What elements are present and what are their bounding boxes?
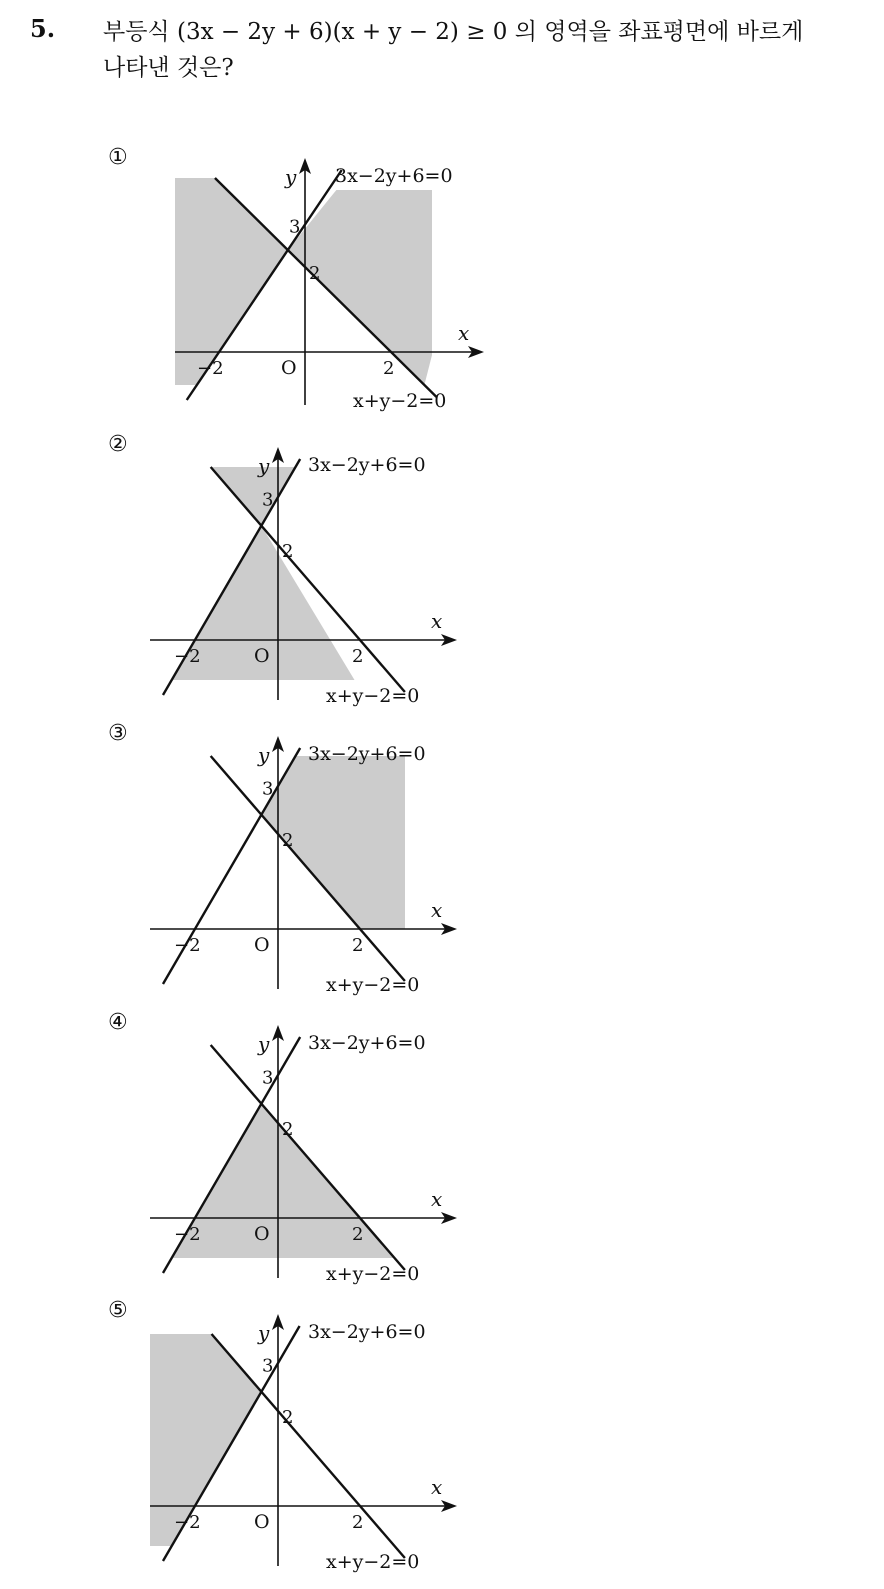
line-2-equation: x+y−2=0 — [326, 1551, 420, 1573]
x-axis-label: x — [431, 609, 443, 633]
line-1-equation: 3x−2y+6=0 — [308, 454, 426, 476]
x-axis-label: x — [431, 1187, 443, 1211]
x-intercept-neg2-label: −2 — [174, 935, 201, 956]
choice-3-marker[interactable]: ③ — [108, 721, 128, 746]
x-intercept-2-label: 2 — [352, 935, 364, 956]
choice-3-graph — [150, 736, 457, 996]
y-axis-label: y — [258, 454, 270, 478]
line-2-equation: x+y−2=0 — [326, 974, 420, 996]
x-intercept-2-label: 2 — [352, 1512, 364, 1533]
choice-5-marker[interactable]: ⑤ — [108, 1298, 128, 1323]
y-intercept-3-label: 3 — [262, 489, 274, 511]
line-1-equation: 3x−2y+6=0 — [308, 743, 426, 765]
x-axis-label: x — [458, 321, 470, 345]
y-axis-label: y — [258, 1032, 270, 1056]
question-line-1: 부등식 (3x − 2y + 6)(x + y − 2) ≥ 0 의 영역을 좌표평면에 바르게 — [103, 19, 804, 45]
choice-4-graph — [150, 1025, 457, 1285]
line-x+y-2 — [212, 1334, 405, 1558]
origin-label: O — [254, 1223, 270, 1245]
line-1-equation: 3x−2y+6=0 — [335, 165, 453, 187]
y-intercept-2-label: 2 — [282, 1407, 294, 1428]
line-1-equation: 3x−2y+6=0 — [308, 1032, 426, 1054]
y-intercept-2-label: 2 — [282, 541, 294, 562]
choice-5-graph — [150, 1314, 457, 1573]
question-line-2: 나타낸 것은? — [103, 55, 234, 81]
x-axis-label: x — [431, 898, 443, 922]
y-axis-label: y — [285, 165, 297, 189]
origin-label: O — [254, 645, 270, 667]
line-1-equation: 3x−2y+6=0 — [308, 1321, 426, 1343]
y-axis-label: y — [258, 1321, 270, 1345]
x-intercept-neg2-label: −2 — [174, 646, 201, 667]
y-intercept-3-label: 3 — [289, 216, 301, 238]
y-intercept-2-label: 2 — [309, 263, 321, 284]
x-intercept-2-label: 2 — [383, 358, 395, 379]
choice-1-graph — [175, 158, 484, 412]
line-2-equation: x+y−2=0 — [326, 685, 420, 707]
origin-label: O — [254, 934, 270, 956]
origin-label: O — [254, 1511, 270, 1533]
line-2-equation: x+y−2=0 — [326, 1263, 420, 1285]
y-intercept-2-label: 2 — [282, 830, 294, 851]
choice-1-marker[interactable]: ① — [108, 145, 128, 170]
line-2-equation: x+y−2=0 — [353, 390, 447, 412]
choice-5-shaded-region-1 — [150, 1334, 262, 1546]
x-intercept-2-label: 2 — [352, 646, 364, 667]
question-number: 5. — [30, 14, 56, 43]
x-intercept-neg2-label: −2 — [174, 1224, 201, 1245]
y-intercept-3-label: 3 — [262, 1355, 274, 1377]
choice-1-shaded-region-1 — [175, 178, 288, 385]
choice-2-marker[interactable]: ② — [108, 432, 128, 457]
origin-label: O — [281, 357, 297, 379]
x-intercept-neg2-label: −2 — [174, 1512, 201, 1533]
choice-2-graph — [150, 447, 457, 707]
y-intercept-2-label: 2 — [282, 1119, 294, 1140]
y-intercept-3-label: 3 — [262, 778, 274, 800]
choice-4-marker[interactable]: ④ — [108, 1010, 128, 1035]
x-intercept-neg2-label: −2 — [197, 358, 224, 379]
x-intercept-2-label: 2 — [352, 1224, 364, 1245]
y-axis-label: y — [258, 743, 270, 767]
y-intercept-3-label: 3 — [262, 1067, 274, 1089]
x-axis-label: x — [431, 1475, 443, 1499]
